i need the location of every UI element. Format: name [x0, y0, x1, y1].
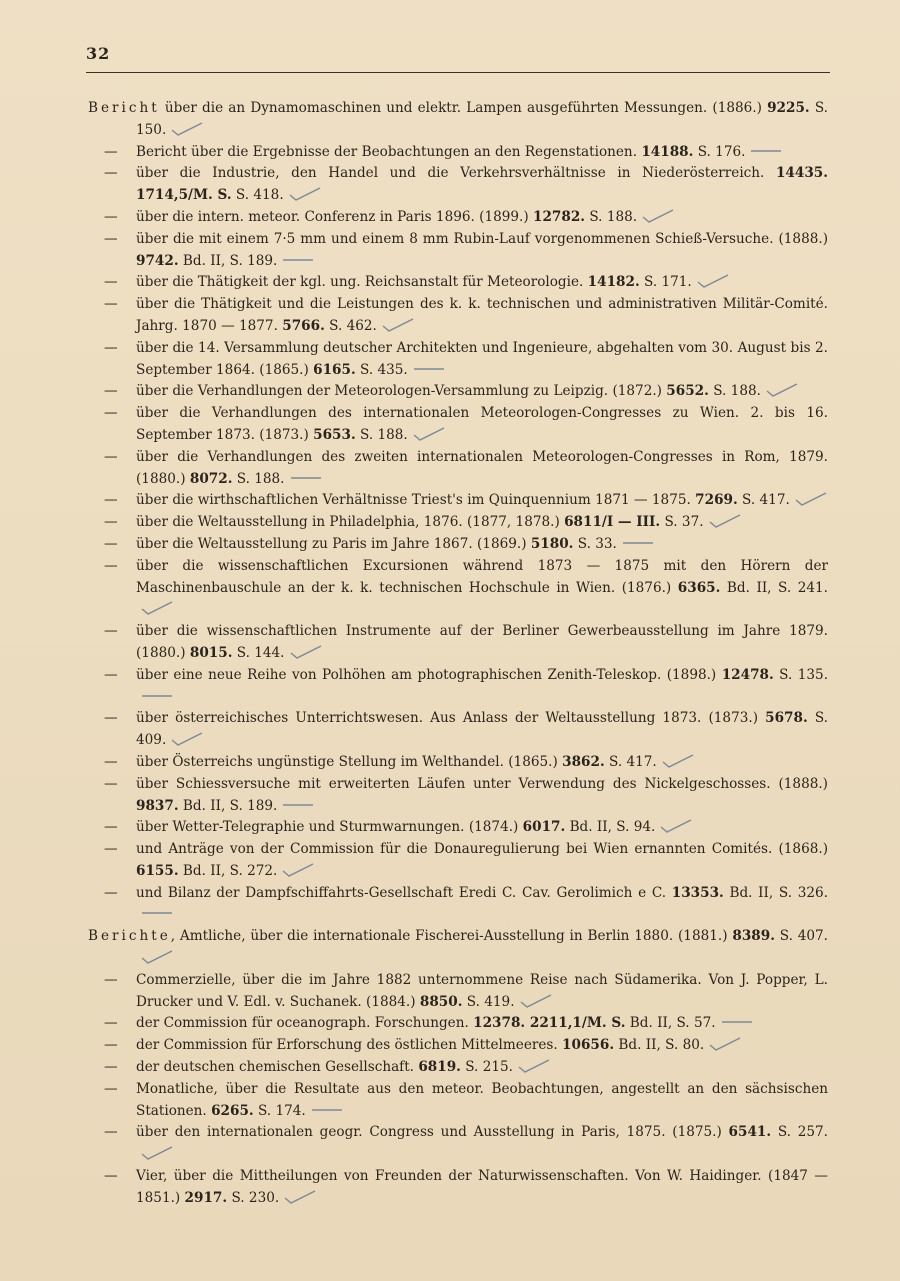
entry-catalog-number: 14435. 1714,5/M. S.: [136, 165, 828, 204]
entry-page-ref: Bd. II, S. 326.: [723, 884, 828, 901]
entry-page-ref: S. 230.: [227, 1189, 280, 1206]
index-entry-sub: [88, 708, 828, 752]
entry-title: über Österreichs ungünstige Stellung im Welthandel. (1865.): [136, 753, 563, 770]
entry-page-ref: S. 37.: [660, 514, 704, 531]
entry-dash: —: [104, 296, 118, 313]
entry-dash: —: [104, 1015, 118, 1032]
pencil-check-icon: [140, 601, 174, 615]
header-rule: [86, 72, 830, 73]
entry-page-ref: S. 188.: [708, 383, 761, 400]
entry-page-ref: Bd. II, S. 94.: [565, 819, 656, 836]
pencil-check-icon: [641, 209, 675, 223]
entry-page-ref: Bd. II, S. 57.: [625, 1015, 716, 1032]
index-entry-sub: [88, 381, 828, 403]
entry-dash: —: [104, 165, 118, 182]
index-entry-sub: [88, 817, 828, 839]
entry-catalog-number: 2917.: [184, 1189, 228, 1206]
entry-title: über die Thätigkeit der kgl. ung. Reichsanstalt für Meteorologie.: [136, 274, 588, 291]
entry-dash: —: [104, 1124, 118, 1141]
entry-catalog-number: 3862.: [562, 753, 605, 770]
entry-dash: —: [104, 1059, 118, 1076]
entry-title: der Commission für Erforschung des östlichen Mittelmeeres.: [136, 1037, 563, 1054]
entry-page-ref: S. 215.: [460, 1059, 513, 1076]
entry-page-ref: S. 407.: [774, 928, 829, 945]
index-entry-sub: [88, 403, 828, 447]
pencil-check-icon: [281, 253, 315, 267]
entry-catalog-number: 9742.: [136, 252, 179, 269]
pencil-check-icon: [289, 471, 323, 485]
pencil-check-icon: [140, 950, 174, 964]
index-entries: [88, 98, 828, 1210]
index-entry-sub: [88, 665, 828, 709]
entry-page-ref: S. 417.: [737, 492, 790, 509]
pencil-check-icon: [519, 994, 553, 1008]
entry-dash: —: [104, 405, 118, 422]
index-entry-sub: [88, 512, 828, 534]
entry-catalog-number: 9837.: [136, 797, 179, 814]
entry-catalog-number: 12378. 2211,1/M. S.: [473, 1015, 626, 1032]
entry-dash: —: [104, 448, 118, 465]
entry-catalog-number: 12782.: [533, 208, 586, 225]
entry-catalog-number: 6541.: [728, 1124, 772, 1141]
entry-title: Vier, über die Mittheilungen von Freunden der Naturwissenschaften. Von W. Haidinger. (1847 — 1851.): [136, 1168, 828, 1206]
entry-catalog-number: 8015.: [189, 644, 233, 661]
entry-title: Monatliche, über die Resultate aus den meteor. Beobachtungen, angestellt an den sächsischen Stationen.: [136, 1080, 828, 1119]
index-entry-sub: [88, 774, 828, 818]
entry-page-ref: S. 176.: [693, 143, 746, 160]
entry-page-ref: S. 409.: [136, 710, 828, 749]
pencil-check-icon: [659, 819, 693, 833]
entry-catalog-number: 8850.: [419, 993, 463, 1010]
entry-dash: —: [104, 971, 118, 988]
entry-catalog-number: 6811/I — III.: [564, 514, 661, 531]
entry-dash: —: [104, 339, 118, 356]
index-entry-sub: [88, 752, 828, 774]
entry-page-ref: S. 144.: [232, 644, 285, 661]
entry-dash: —: [104, 666, 118, 683]
entry-dash: —: [104, 230, 118, 247]
entry-catalog-number: 14188.: [641, 143, 694, 160]
entry-catalog-number: 5652.: [666, 383, 709, 400]
entry-catalog-number: 5766.: [282, 317, 325, 334]
index-entry-sub: [88, 229, 828, 273]
pencil-check-icon: [794, 492, 828, 506]
entry-dash: —: [104, 274, 118, 291]
entry-catalog-number: 5653.: [313, 426, 356, 443]
entry-keyword: Berichte: [88, 928, 171, 945]
entry-dash: —: [104, 535, 118, 552]
pencil-check-icon: [281, 798, 315, 812]
entry-title: , Amtliche, über die internationale Fischerei-Ausstellung in Berlin 1880. (1881.): [170, 928, 733, 945]
entry-catalog-number: 6819.: [418, 1059, 461, 1076]
entry-catalog-number: 5180.: [530, 535, 574, 552]
entry-title: Bericht über die Ergebnisse der Beobachtungen an den Regenstationen.: [136, 143, 642, 160]
index-entry-sub: [88, 207, 828, 229]
page-number: 32: [86, 44, 111, 63]
index-entry-sub: [88, 970, 828, 1014]
entry-dash: —: [104, 710, 118, 727]
pencil-check-icon: [765, 383, 799, 397]
entry-title: über die Weltausstellung zu Paris im Jahre 1867. (1869.): [136, 535, 531, 552]
entry-catalog-number: 8389.: [732, 928, 775, 945]
entry-title: und Bilanz der Dampfschiffahrts-Gesellschaft Eredi C. Cav. Gerolimich e C.: [136, 884, 672, 901]
index-entry-sub: [88, 556, 828, 621]
entry-title: über die Verhandlungen der Meteorologen-Versammlung zu Leipzig. (1872.): [136, 383, 667, 400]
entry-title: Commerzielle, über die im Jahre 1882 unternommene Reise nach Südamerika. Von J. Popper, L. Drucker und V. Edl. v. Suchanek. (1884.): [136, 971, 828, 1010]
entry-catalog-number: 8072.: [189, 470, 233, 487]
entry-title: über die wissenschaftlichen Excursionen während 1873 — 1875 mit den Hörern der Maschinenbauschule an der k. k. technischen Hochschule in Wien. (1876.): [136, 557, 828, 596]
entry-dash: —: [104, 492, 118, 509]
entry-title: über Wetter-Telegraphie und Sturmwarnungen. (1874.): [136, 819, 523, 836]
index-entry-sub: [88, 1122, 828, 1166]
entry-page-ref: S. 419.: [462, 993, 515, 1010]
entry-page-ref: Bd. II, S. 80.: [614, 1037, 705, 1054]
index-entry-sub: [88, 447, 828, 491]
pencil-check-icon: [412, 427, 446, 441]
entry-page-ref: S. 417.: [604, 753, 657, 770]
entry-dash: —: [104, 819, 118, 836]
entry-dash: —: [104, 1168, 118, 1185]
index-entry-sub: [88, 338, 828, 382]
entry-keyword: Bericht: [88, 100, 160, 116]
pencil-check-icon: [140, 689, 174, 703]
entry-catalog-number: 6017.: [522, 819, 566, 836]
entry-title: über die wissenschaftlichen Instrumente auf der Berliner Gewerbeausstellung im Jahre 1879. (1880.): [136, 623, 828, 661]
entry-dash: —: [104, 841, 118, 858]
entry-title: über die mit einem 7·5 mm und einem 8 mm Rubin-Lauf vorgenommenen Schieß-Versuche. (1888.): [136, 230, 828, 247]
pencil-check-icon: [749, 144, 783, 158]
pencil-check-icon: [621, 536, 655, 550]
entry-dash: —: [104, 383, 118, 400]
entry-title: der Commission für oceanograph. Forschungen.: [136, 1015, 474, 1032]
entry-page-ref: S. 135.: [773, 666, 829, 683]
entry-catalog-number: 7269.: [695, 492, 738, 509]
entry-title: über die Verhandlungen des internationalen Meteorologen-Congresses zu Wien. 2. bis 16. September 1873. (1873.): [136, 405, 828, 443]
index-entry-sub: [88, 1079, 828, 1123]
entry-title: über die wirthschaftlichen Verhältnisse Triest's im Quinquennium 1871 — 1875.: [136, 492, 696, 509]
entry-title: über den internationalen geogr. Congress und Ausstellung in Paris, 1875. (1875.): [136, 1124, 729, 1141]
entry-page-ref: S. 435.: [355, 361, 408, 378]
entry-dash: —: [104, 1037, 118, 1054]
entry-title: über die Industrie, den Handel und die Verkehrsverhältnisse in Niederösterreich.: [136, 165, 776, 182]
entry-catalog-number: 5678.: [765, 710, 808, 727]
index-entry-sub: [88, 1035, 828, 1057]
pencil-check-icon: [281, 863, 315, 877]
entry-title: und Anträge von der Commission für die Donauregulierung bei Wien ernannten Comités. (1868.): [136, 841, 828, 858]
index-entry-sub: [88, 1057, 828, 1079]
pencil-check-icon: [288, 187, 322, 201]
entry-dash: —: [104, 884, 118, 901]
entry-page-ref: S. 257.: [771, 1124, 828, 1141]
entry-catalog-number: 6365.: [677, 579, 721, 596]
entry-title: über eine neue Reihe von Polhöhen am photographischen Zenith-Teleskop. (1898.): [136, 666, 722, 683]
entry-page-ref: Bd. II, S. 189.: [178, 797, 278, 814]
pencil-check-icon: [140, 1146, 174, 1160]
entry-page-ref: S. 33.: [573, 535, 617, 552]
entry-title: über die an Dynamomaschinen und elektr. Lampen ausgeführten Messungen. (1886.): [159, 100, 768, 116]
entry-title: der deutschen chemischen Gesellschaft.: [136, 1059, 419, 1076]
entry-dash: —: [104, 514, 118, 531]
entry-title: über die Verhandlungen des zweiten internationalen Meteorologen-Congresses in Rom, 1879. (1880.): [136, 448, 828, 487]
entry-title: über die 14. Versammlung deutscher Architekten und Ingenieure, abgehalten vom 30. August bis 2. September 1864. (1865.): [136, 339, 828, 378]
pencil-check-icon: [708, 514, 742, 528]
entry-dash: —: [104, 623, 118, 640]
index-entry-main: [88, 98, 828, 142]
pencil-check-icon: [310, 1103, 344, 1117]
index-entry-sub: [88, 1166, 828, 1210]
entry-catalog-number: 13353.: [671, 884, 724, 901]
pencil-check-icon: [283, 1190, 317, 1204]
entry-title: über die intern. meteor. Conferenz in Paris 1896. (1899.): [136, 208, 533, 225]
entry-page-ref: S. 174.: [253, 1102, 306, 1119]
pencil-check-icon: [140, 906, 174, 920]
pencil-check-icon: [696, 274, 730, 288]
index-entry-sub: [88, 163, 828, 207]
pencil-check-icon: [170, 732, 204, 746]
index-entry-sub: [88, 1013, 828, 1035]
entry-page-ref: Bd. II, S. 189.: [178, 252, 278, 269]
entry-catalog-number: 6155.: [136, 862, 179, 879]
pencil-check-icon: [720, 1015, 754, 1029]
entry-page-ref: Bd. II, S. 241.: [720, 579, 828, 596]
entry-page-ref: S. 150.: [136, 100, 828, 138]
index-entry-sub: [88, 272, 828, 294]
entry-dash: —: [104, 775, 118, 792]
entry-dash: —: [104, 1080, 118, 1097]
entry-title: über die Thätigkeit und die Leistungen des k. k. technischen und administrativen Militär-Comité. Jahrg. 1870 — 1877.: [136, 296, 828, 334]
entry-catalog-number: 12478.: [721, 666, 774, 683]
pencil-check-icon: [381, 318, 415, 332]
index-entry-main: [88, 926, 828, 970]
entry-title: über die Weltausstellung in Philadelphia, 1876. (1877, 1878.): [136, 514, 565, 531]
pencil-check-icon: [708, 1037, 742, 1051]
index-entry-sub: [88, 621, 828, 665]
entry-page-ref: Bd. II, S. 272.: [178, 862, 278, 879]
pencil-check-icon: [289, 645, 323, 659]
index-entry-sub: [88, 294, 828, 338]
entry-title: über österreichisches Unterrichtswesen. Aus Anlass der Weltausstellung 1873. (1873.): [136, 710, 766, 727]
entry-dash: —: [104, 557, 118, 574]
pencil-check-icon: [170, 122, 204, 136]
entry-page-ref: S. 188.: [585, 208, 638, 225]
entry-page-ref: S. 418.: [231, 187, 284, 204]
entry-dash: —: [104, 208, 118, 225]
entry-catalog-number: 14182.: [587, 274, 640, 291]
entry-catalog-number: 9225.: [767, 100, 810, 116]
index-entry-sub: [88, 142, 828, 164]
entry-page-ref: S. 188.: [232, 470, 285, 487]
entry-catalog-number: 6265.: [211, 1102, 254, 1119]
entry-catalog-number: 10656.: [562, 1037, 615, 1054]
entry-catalog-number: 6165.: [313, 361, 356, 378]
entry-page-ref: S. 188.: [355, 426, 408, 443]
pencil-check-icon: [661, 754, 695, 768]
index-entry-sub: [88, 883, 828, 927]
index-entry-sub: [88, 534, 828, 556]
entry-title: über Schiessversuche mit erweiterten Läufen unter Verwendung des Nickelgeschosses. (1888.): [136, 775, 828, 792]
index-entry-sub: [88, 839, 828, 883]
index-entry-sub: [88, 490, 828, 512]
pencil-check-icon: [412, 362, 446, 376]
pencil-check-icon: [517, 1059, 551, 1073]
entry-page-ref: S. 462.: [324, 317, 377, 334]
entry-dash: —: [104, 143, 118, 160]
entry-dash: —: [104, 753, 118, 770]
entry-page-ref: S. 171.: [639, 274, 692, 291]
